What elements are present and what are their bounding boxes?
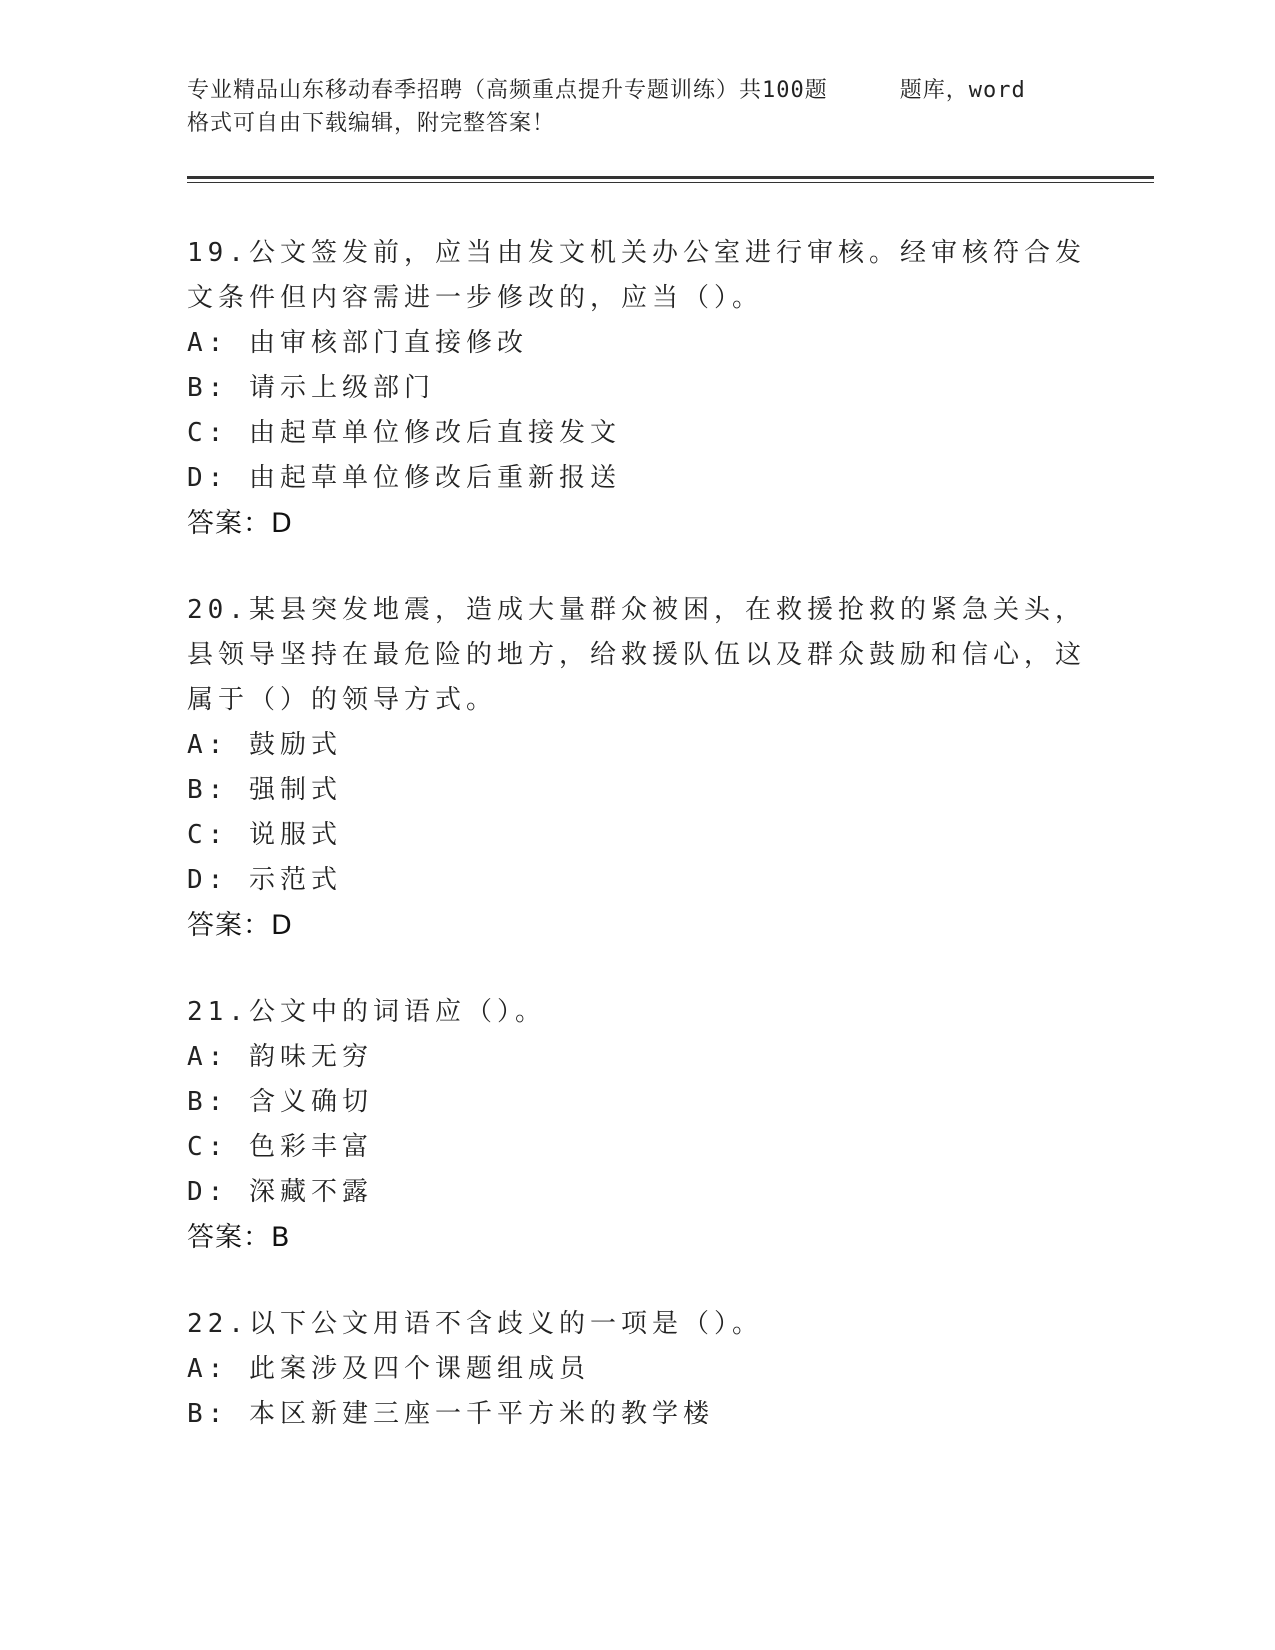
option-d: D: 由起草单位修改后重新报送 xyxy=(187,463,621,493)
question-20 xyxy=(187,588,1087,948)
question-19 xyxy=(187,231,1087,546)
option-a: A: 此案涉及四个课题组成员 xyxy=(187,1354,590,1384)
option-c: C: 色彩丰富 xyxy=(187,1132,373,1162)
option-b: B: 含义确切 xyxy=(187,1087,373,1117)
document-header xyxy=(187,74,1087,140)
option-a: A: 由审核部门直接修改 xyxy=(187,328,528,358)
option-b: B: 请示上级部门 xyxy=(187,373,435,403)
header-title-suffix: 题库，word xyxy=(899,78,1026,103)
option-a: A: 韵味无穷 xyxy=(187,1042,373,1072)
answer-line: 答案：B xyxy=(187,1222,291,1253)
header-title-line2: 格式可自由下载编辑，附完整答案！ xyxy=(187,111,556,136)
question-22 xyxy=(187,1302,1087,1437)
answer-line: 答案：D xyxy=(187,508,293,539)
question-21 xyxy=(187,990,1087,1260)
question-stem: 19.公文签发前，应当由发文机关办公室进行审核。经审核符合发文条件但内容需进一步修改的，应当（）。 xyxy=(187,238,1086,313)
option-c: C: 说服式 xyxy=(187,820,342,850)
header-title: 专业精品山东移动春季招聘（高频重点提升专题训练）共100题 xyxy=(187,78,828,103)
question-list xyxy=(187,231,1087,1479)
option-d: D: 示范式 xyxy=(187,865,342,895)
option-c: C: 由起草单位修改后直接发文 xyxy=(187,418,621,448)
answer-line: 答案：D xyxy=(187,910,293,941)
option-a: A: 鼓励式 xyxy=(187,730,342,760)
option-b: B: 本区新建三座一千平方米的教学楼 xyxy=(187,1399,714,1429)
question-stem: 21.公文中的词语应（）。 xyxy=(187,997,546,1027)
question-stem: 22.以下公文用语不含歧义的一项是（）。 xyxy=(187,1309,763,1339)
header-divider-thin xyxy=(187,182,1154,183)
question-stem: 20.某县突发地震，造成大量群众被困，在救援抢救的紧急关头，县领导坚持在最危险的地方，给救援队伍以及群众鼓励和信心，这属于（）的领导方式。 xyxy=(187,595,1087,715)
header-divider xyxy=(187,176,1154,179)
option-d: D: 深藏不露 xyxy=(187,1177,373,1207)
option-b: B: 强制式 xyxy=(187,775,342,805)
